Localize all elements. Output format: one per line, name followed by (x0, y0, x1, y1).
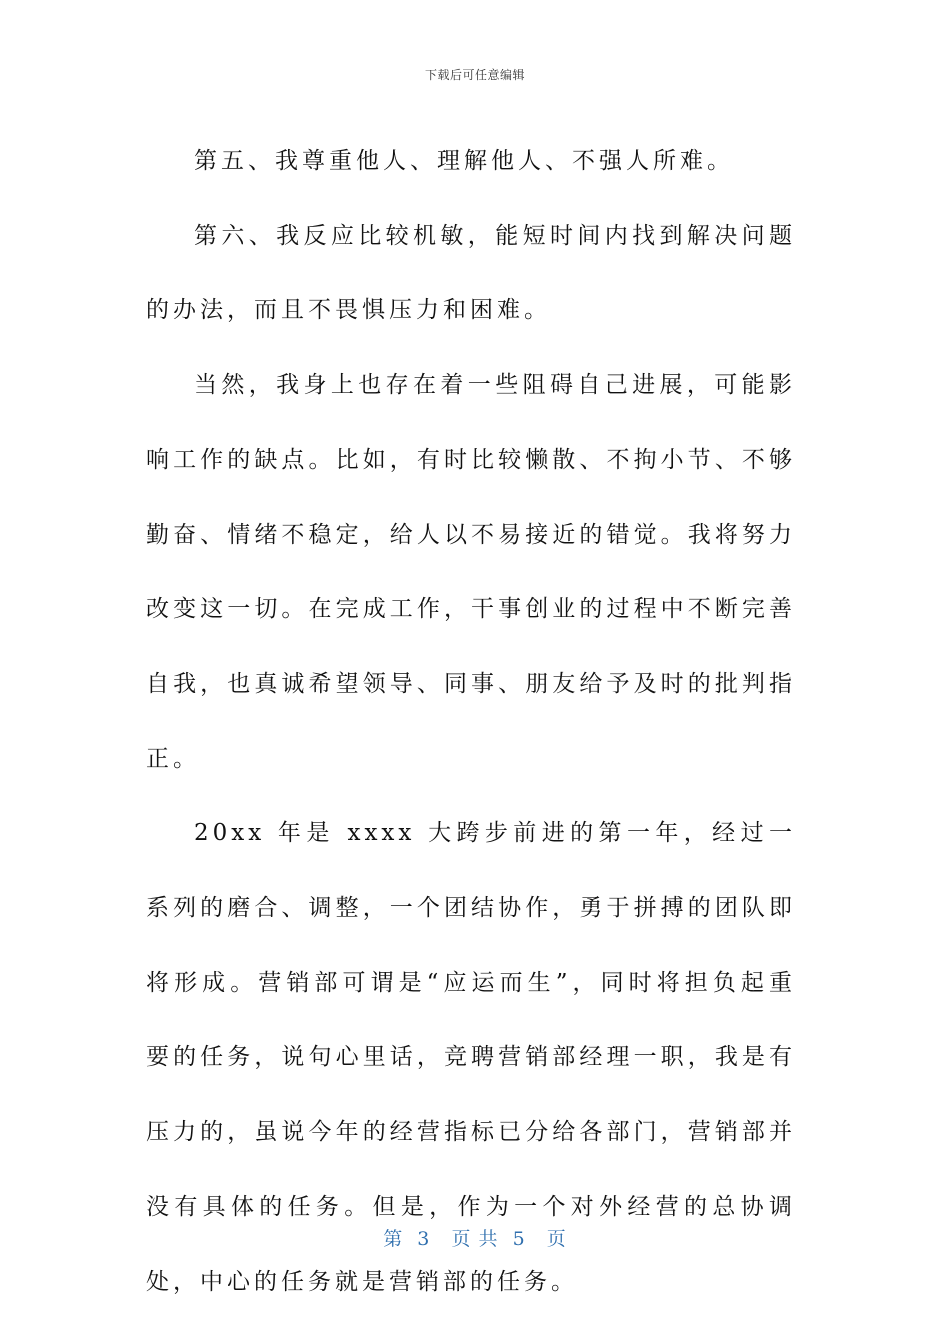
paragraph: 当然，我身上也存在着一些阻碍自己进展，可能影响工作的缺点。比如，有时比较懒散、不拘小节、不够勤奋、情绪不稳定，给人以不易接近的错觉。我将努力改变这一切。在完成工作，干事创业的过程中不断完善自我，也真诚希望领导、同事、朋友给予及时的批判指正。 (146, 372, 796, 772)
paragraph: 第五、我尊重他人、理解他人、不强人所难。 (194, 148, 734, 174)
page-header: 下载后可任意编辑 (424, 68, 525, 82)
document-body (146, 124, 796, 1319)
page-number: 第 3 页 共 5 页 (383, 1228, 567, 1250)
paragraph: 第六、我反应比较机敏，能短时间内找到解决问题的办法，而且不畏惧压力和困难。 (146, 222, 796, 324)
paragraph: 20xx 年是 xxxx 大跨步前进的第一年，经过一系列的磨合、调整，一个团结协作，勇于拼搏的团队即将形成。营销部可谓是“应运而生”，同时将担负起重要的任务，说句心里话，竞聘营销部经理一职，我是有压力的，虽说今年的经营指标已分给各部门，营销部并没有具体的任务。但是，作为一个对外经营的总协调处，中心的任务就是营销部的任务。 (146, 820, 796, 1295)
